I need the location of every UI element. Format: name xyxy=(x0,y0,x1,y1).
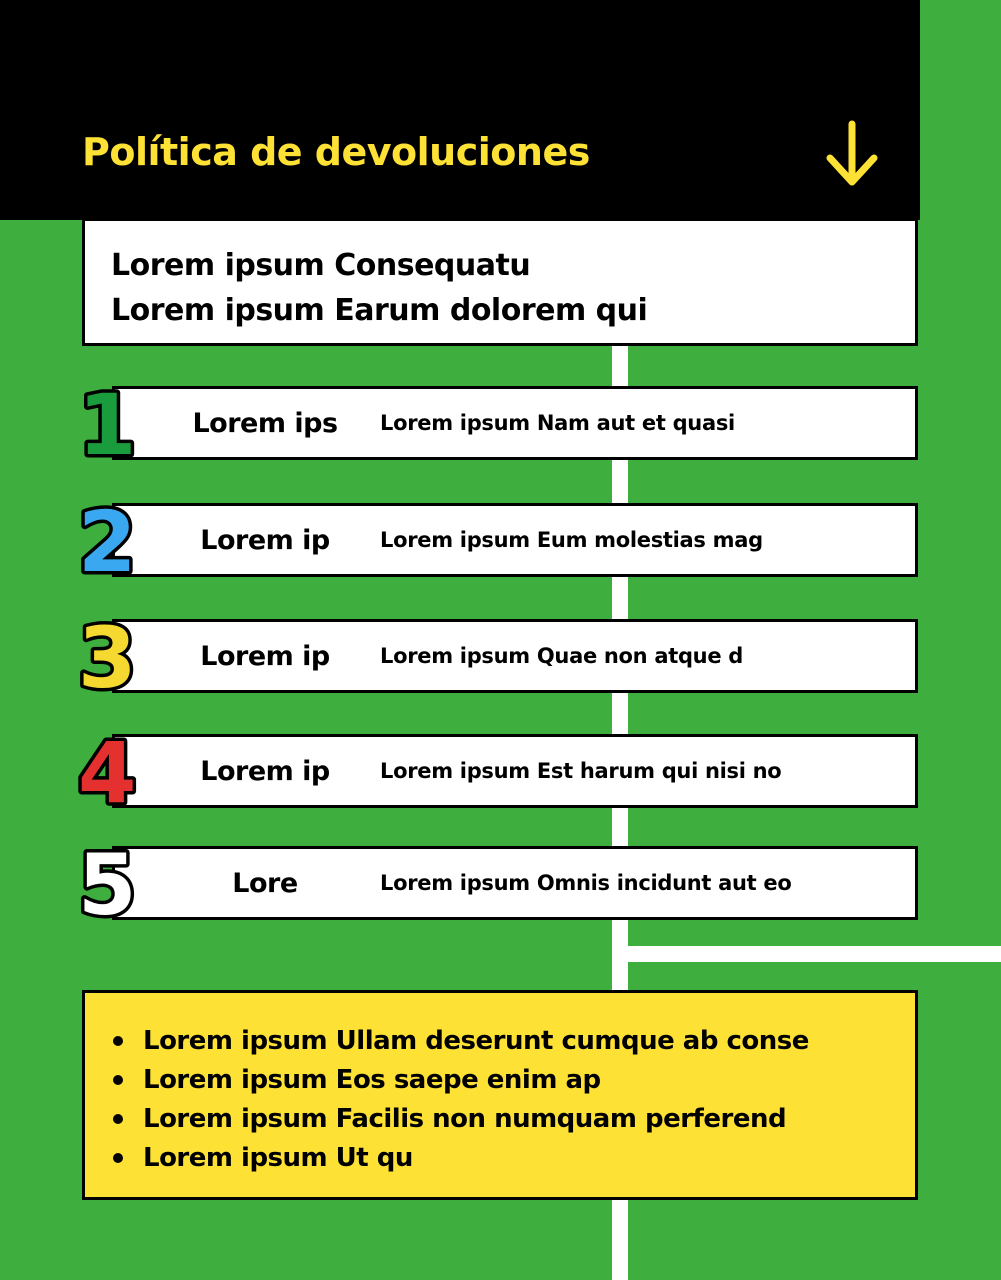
step-desc: Lorem ipsum Quae non atque d xyxy=(380,644,744,668)
step-number-2 xyxy=(70,491,170,591)
step-4 xyxy=(0,724,1001,822)
step-desc: Lorem ipsum Eum molestias mag xyxy=(380,528,763,552)
intro-line-1: Lorem ipsum Consequatu xyxy=(111,248,531,283)
note-text: Lorem ipsum Facilis non numquam perferend xyxy=(143,1103,787,1134)
step-key: Lorem ips xyxy=(192,407,338,439)
step-key: Lorem ip xyxy=(200,755,330,787)
step-number-text: 5 xyxy=(78,836,137,934)
step-number-5 xyxy=(70,834,170,934)
step-key: Lore xyxy=(232,867,298,899)
step-5 xyxy=(0,836,1001,934)
field-line-horizontal xyxy=(612,946,1001,962)
step-number-4 xyxy=(70,722,170,822)
step-number-text: 2 xyxy=(78,493,137,591)
list-item xyxy=(113,1021,915,1060)
step-3 xyxy=(0,609,1001,707)
step-number-text: 1 xyxy=(78,376,137,474)
step-desc: Lorem ipsum Nam aut et quasi xyxy=(380,411,735,435)
step-key: Lorem ip xyxy=(200,524,330,556)
note-text: Lorem ipsum Ut qu xyxy=(143,1142,413,1173)
page-title: Política de devoluciones xyxy=(82,130,590,174)
bullet-icon xyxy=(113,1036,123,1046)
bullet-icon xyxy=(113,1153,123,1163)
step-number-1 xyxy=(70,374,170,474)
step-box xyxy=(112,386,918,460)
step-number-text: 3 xyxy=(78,609,137,707)
step-key: Lorem ip xyxy=(200,640,330,672)
step-number-text: 4 xyxy=(78,724,137,822)
step-2 xyxy=(0,493,1001,591)
step-box xyxy=(112,619,918,693)
intro-line-2: Lorem ipsum Earum dolorem qui xyxy=(111,293,648,328)
step-box xyxy=(112,734,918,808)
list-item xyxy=(113,1060,915,1099)
list-item xyxy=(113,1099,915,1138)
arrow-down-icon xyxy=(824,120,880,188)
step-box xyxy=(112,846,918,920)
note-text: Lorem ipsum Ullam deserunt cumque ab conse xyxy=(143,1025,809,1056)
step-box xyxy=(112,503,918,577)
step-number-3 xyxy=(70,607,170,707)
notes-box xyxy=(82,990,918,1200)
bullet-icon xyxy=(113,1075,123,1085)
intro-box xyxy=(82,218,918,346)
note-text: Lorem ipsum Eos saepe enim ap xyxy=(143,1064,601,1095)
list-item xyxy=(113,1138,915,1177)
bullet-icon xyxy=(113,1114,123,1124)
step-desc: Lorem ipsum Omnis incidunt aut eo xyxy=(380,871,792,895)
header xyxy=(0,0,920,220)
step-desc: Lorem ipsum Est harum qui nisi no xyxy=(380,759,782,783)
step-1 xyxy=(0,376,1001,474)
